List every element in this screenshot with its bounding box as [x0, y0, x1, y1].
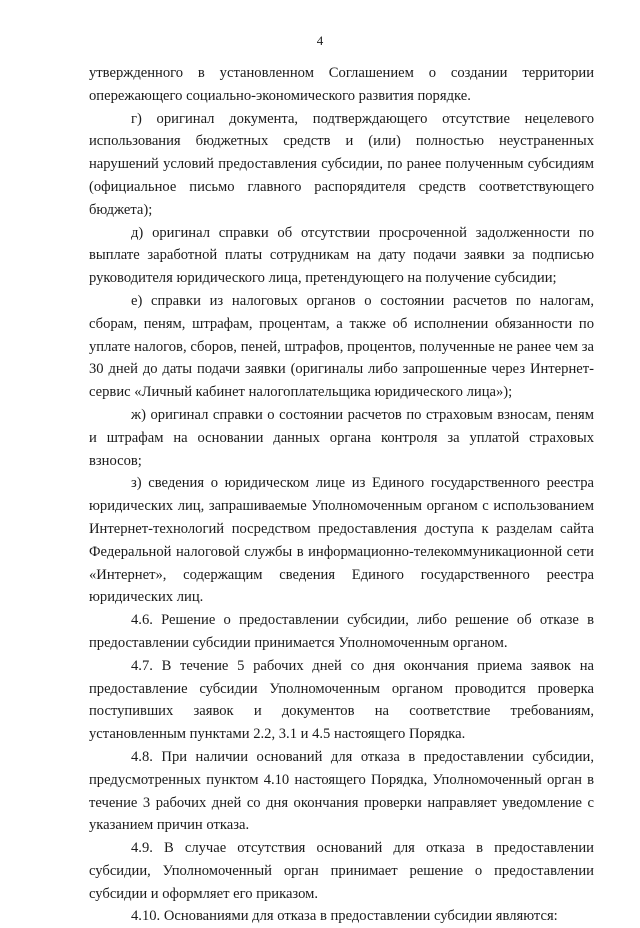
paragraph-item-d: д) оригинал справки об отсутствии просроченной задолженности по выплате заработной платы сотрудникам на дату подачи заявки за подписью руководителя юридического лица, претендующего на получение субсидии; — [89, 224, 594, 287]
paragraph-4-7: 4.7. В течение 5 рабочих дней со дня окончания приема заявок на предоставление субсидии Уполномоченным органом проводится проверка поступивших заявок и документов на соответствие требованиям, установленным пунктами 2.2, 3.1 и 4.5 настоящего Порядка. — [89, 657, 594, 743]
paragraph-4-10: 4.10. Основаниями для отказа в предоставлении субсидии являются: — [131, 908, 558, 925]
paragraph-item-zh: ж) оригинал справки о состоянии расчетов по страховым взносам, пеням и штрафам на основании данных органа контроля за уплатой страховых взносов; — [89, 406, 594, 469]
paragraph-4-9: 4.9. В случае отсутствия оснований для отказа в предоставлении субсидии, Уполномоченный орган принимает решение о предоставлении субсидии и оформляет его приказом. — [89, 840, 594, 902]
paragraph-4-8: 4.8. При наличии оснований для отказа в предоставлении субсидии, предусмотренных пунктом 4.10 настоящего Порядка, Уполномоченный орган в течение 3 рабочих дней со дня окончания проверки направляет уведомление с указанием причин отказа. — [89, 748, 594, 834]
document-body — [89, 62, 594, 928]
paragraph-item-z: з) сведения о юридическом лице из Единого государственного реестра юридических лиц, запрашиваемые Уполномоченным органом с использованием Интернет-технологий посредством предоставления доступа к разделам сайта Федеральной налоговой службы в информационно-телекоммуникационной сети «Интернет», содержащим сведения Единого государственного реестра юридических лиц. — [89, 475, 594, 606]
paragraph-item-e: е) справки из налоговых органов о состоянии расчетов по налогам, сборам, пеням, штрафам, процентам, а также об исполнении обязанности по уплате налогов, сборов, пеней, штрафов, процентов, полученные не ранее чем за 30 дней до даты подачи заявки (оригиналы либо запрошенные через Интернет-сервис «Личный кабинет налогоплательщика юридического лица»); — [89, 292, 594, 401]
paragraph-item-g: г) оригинал документа, подтверждающего отсутствие нецелевого использования бюджетных средств и (или) полностью неустраненных нарушений условий предоставления субсидии, по ранее полученным субсидиям (официальное письмо главного распорядителя средств соответствующего бюджета); — [89, 110, 594, 218]
paragraph-4-6: 4.6. Решение о предоставлении субсидии, либо решение об отказе в предоставлении субсидии принимается Уполномоченным органом. — [89, 612, 594, 651]
page-number: 4 — [316, 33, 324, 48]
paragraph-continuation: утвержденного в установленном Соглашением о создании территории опережающего социально-экономического развития порядке. — [89, 65, 594, 104]
